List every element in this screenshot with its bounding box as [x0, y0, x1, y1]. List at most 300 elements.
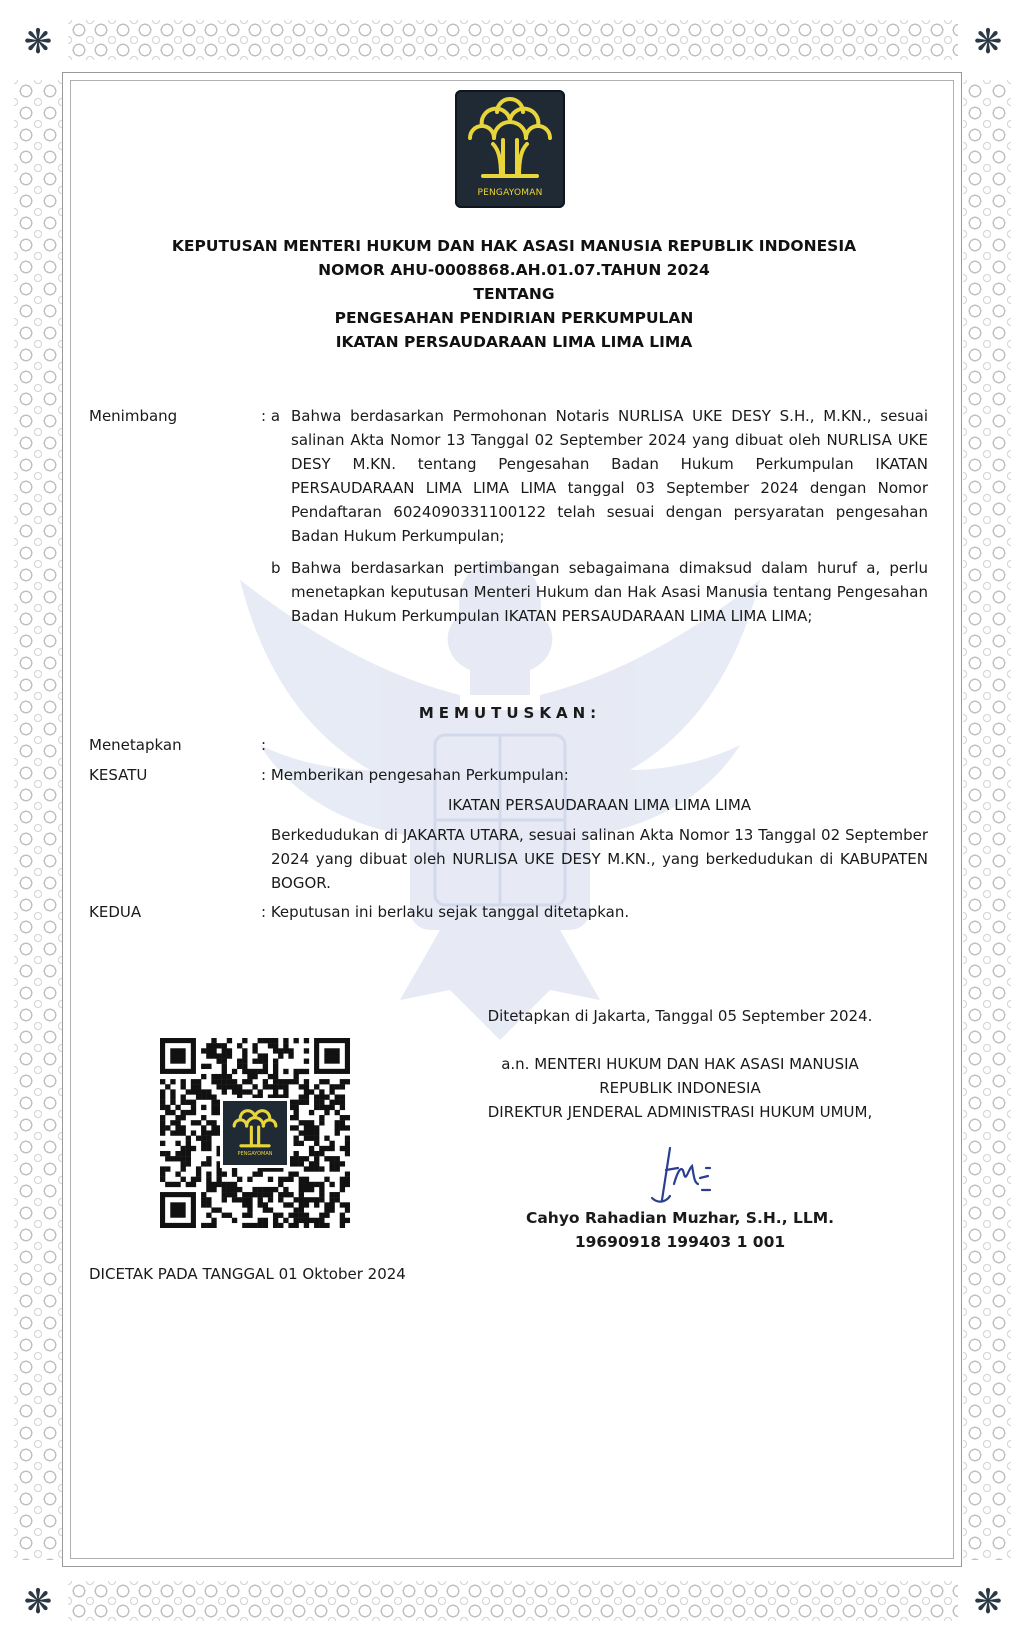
qr-module [309, 1151, 314, 1156]
qr-module [319, 1115, 324, 1120]
ornament-border-left [14, 80, 62, 1560]
qr-module [206, 1182, 211, 1187]
qr-module [319, 1089, 324, 1094]
qr-module [268, 1192, 273, 1197]
qr-module [319, 1197, 324, 1202]
qr-module [252, 1048, 257, 1053]
qr-module [314, 1197, 319, 1202]
qr-module [335, 1084, 340, 1089]
qr-module [237, 1177, 242, 1182]
qr-module [222, 1064, 227, 1069]
qr-module [283, 1202, 288, 1207]
qr-module [211, 1120, 216, 1125]
qr-module [299, 1207, 304, 1212]
qr-module [309, 1136, 314, 1141]
qr-module [294, 1223, 299, 1228]
qr-module [294, 1197, 299, 1202]
qr-module [222, 1069, 227, 1074]
qr-module [181, 1156, 186, 1161]
qr-module [201, 1146, 206, 1151]
qr-module [340, 1100, 345, 1105]
qr-module [314, 1161, 319, 1166]
qr-module [222, 1079, 227, 1084]
qr-module [304, 1120, 309, 1125]
signatory-nip: 19690918 199403 1 001 [574, 1233, 786, 1251]
qr-module [345, 1141, 350, 1146]
qr-module [314, 1105, 319, 1110]
qr-module [206, 1141, 211, 1146]
qr-module [273, 1089, 278, 1094]
qr-module [191, 1079, 196, 1084]
qr-module [299, 1120, 304, 1125]
qr-module [211, 1038, 216, 1043]
kesatu-label: KESATU [89, 766, 148, 784]
qr-module [294, 1136, 299, 1141]
qr-module [191, 1146, 196, 1151]
qr-module [232, 1069, 237, 1074]
qr-module [242, 1038, 247, 1043]
qr-module [299, 1130, 304, 1135]
qr-module [252, 1069, 257, 1074]
corner-ornament-icon: ❋ [23, 22, 53, 62]
qr-module [299, 1197, 304, 1202]
qr-module [170, 1156, 175, 1161]
qr-module [319, 1218, 324, 1223]
qr-module [206, 1064, 211, 1069]
qr-module [324, 1094, 329, 1099]
qr-module [201, 1115, 206, 1120]
qr-module [206, 1053, 211, 1058]
qr-module [335, 1166, 340, 1171]
qr-module [304, 1166, 309, 1171]
qr-module [201, 1074, 206, 1079]
qr-module [314, 1100, 319, 1105]
qr-module [309, 1125, 314, 1130]
qr-module [160, 1141, 165, 1146]
qr-module [263, 1053, 268, 1058]
qr-module [211, 1110, 216, 1115]
qr-module [258, 1202, 263, 1207]
qr-module [294, 1141, 299, 1146]
qr-module [273, 1059, 278, 1064]
qr-module [186, 1182, 191, 1187]
qr-module [294, 1218, 299, 1223]
qr-module [206, 1161, 211, 1166]
signature-line-1: a.n. MENTERI HUKUM DAN HAK ASASI MANUSIA [501, 1055, 859, 1073]
qr-module [252, 1059, 257, 1064]
qr-module [345, 1202, 350, 1207]
qr-module [247, 1223, 252, 1228]
qr-module [252, 1187, 257, 1192]
qr-module [263, 1084, 268, 1089]
qr-module [211, 1207, 216, 1212]
qr-module [319, 1151, 324, 1156]
qr-module [309, 1120, 314, 1125]
qr-module [294, 1151, 299, 1156]
qr-module [329, 1161, 334, 1166]
qr-module [222, 1053, 227, 1058]
qr-module [232, 1187, 237, 1192]
qr-module [237, 1089, 242, 1094]
qr-module [309, 1197, 314, 1202]
title-line: KEPUTUSAN MENTERI HUKUM DAN HAK ASASI MANUSIA REPUBLIK INDONESIA [171, 237, 857, 255]
qr-module [329, 1100, 334, 1105]
qr-module [278, 1192, 283, 1197]
qr-module [252, 1172, 257, 1177]
kesatu-text: : Memberikan pengesahan Perkumpulan: [261, 766, 569, 784]
qr-module [340, 1182, 345, 1187]
qr-module [252, 1084, 257, 1089]
qr-module [299, 1084, 304, 1089]
qr-module [175, 1182, 180, 1187]
qr-module [206, 1177, 211, 1182]
qr-module [273, 1048, 278, 1053]
qr-module [242, 1059, 247, 1064]
qr-module [160, 1115, 165, 1120]
qr-module [206, 1197, 211, 1202]
qr-module [211, 1053, 216, 1058]
qr-module [345, 1172, 350, 1177]
qr-module [340, 1213, 345, 1218]
qr-module [165, 1182, 170, 1187]
qr-module [294, 1105, 299, 1110]
qr-module [324, 1207, 329, 1212]
qr-module [206, 1223, 211, 1228]
qr-module [216, 1177, 221, 1182]
qr-module [329, 1084, 334, 1089]
qr-module [304, 1182, 309, 1187]
qr-module [314, 1182, 319, 1187]
qr-module [304, 1059, 309, 1064]
qr-module [211, 1048, 216, 1053]
title-line: NOMOR AHU-0008868.AH.01.07.TAHUN 2024 [318, 261, 710, 279]
qr-module [181, 1166, 186, 1171]
qr-module [211, 1094, 216, 1099]
qr-module [345, 1146, 350, 1151]
qr-module [181, 1130, 186, 1135]
qr-module [340, 1084, 345, 1089]
qr-module [160, 1177, 165, 1182]
qr-module [319, 1146, 324, 1151]
qr-module [201, 1089, 206, 1094]
qr-module [278, 1079, 283, 1084]
qr-module [237, 1064, 242, 1069]
qr-module [160, 1120, 165, 1125]
qr-module [186, 1156, 191, 1161]
qr-module [222, 1213, 227, 1218]
qr-module [242, 1064, 247, 1069]
qr-module [175, 1105, 180, 1110]
qr-module [299, 1192, 304, 1197]
qr-module [186, 1146, 191, 1151]
qr-module [191, 1105, 196, 1110]
qr-module [324, 1202, 329, 1207]
qr-module [191, 1130, 196, 1135]
qr-module [206, 1187, 211, 1192]
qr-module [278, 1213, 283, 1218]
qr-logo-caption: PENGAYOMAN [237, 1151, 273, 1157]
qr-module [304, 1130, 309, 1135]
qr-module [227, 1182, 232, 1187]
qr-module [304, 1100, 309, 1105]
qr-module [252, 1074, 257, 1079]
qr-module [232, 1089, 237, 1094]
qr-module [314, 1223, 319, 1228]
qr-module [278, 1177, 283, 1182]
qr-module [340, 1125, 345, 1130]
qr-module [186, 1110, 191, 1115]
ornament-border-top [68, 20, 958, 60]
qr-module [181, 1094, 186, 1099]
qr-module [242, 1223, 247, 1228]
qr-module [319, 1094, 324, 1099]
qr-module [273, 1079, 278, 1084]
qr-module [329, 1166, 334, 1171]
qr-module [175, 1115, 180, 1120]
qr-module [196, 1172, 201, 1177]
qr-module [201, 1064, 206, 1069]
qr-module [211, 1125, 216, 1130]
qr-module [273, 1038, 278, 1043]
qr-module [319, 1120, 324, 1125]
qr-module [181, 1115, 186, 1120]
signature-line-3: DIREKTUR JENDERAL ADMINISTRASI HUKUM UMUM, [487, 1103, 873, 1121]
qr-module [258, 1089, 263, 1094]
qr-module [196, 1166, 201, 1171]
qr-module [181, 1079, 186, 1084]
qr-module [324, 1079, 329, 1084]
qr-module [309, 1089, 314, 1094]
qr-module [170, 1182, 175, 1187]
qr-module [222, 1182, 227, 1187]
qr-module [191, 1089, 196, 1094]
pengayoman-logo [455, 90, 565, 208]
qr-module [294, 1161, 299, 1166]
qr-module [340, 1177, 345, 1182]
qr-module [206, 1172, 211, 1177]
qr-module [340, 1105, 345, 1110]
qr-module [201, 1223, 206, 1228]
qr-module [175, 1156, 180, 1161]
qr-module [283, 1084, 288, 1089]
qr-module [294, 1100, 299, 1105]
qr-module [288, 1053, 293, 1058]
qr-module [345, 1115, 350, 1120]
qr-module [247, 1079, 252, 1084]
qr-module [242, 1192, 247, 1197]
qr-module [299, 1069, 304, 1074]
title-line: TENTANG [473, 285, 555, 303]
qr-module [247, 1074, 252, 1079]
qr-module [222, 1048, 227, 1053]
qr-module [247, 1197, 252, 1202]
qr-module [222, 1172, 227, 1177]
qr-module [206, 1089, 211, 1094]
qr-module [165, 1156, 170, 1161]
signature-place-date: Ditetapkan di Jakarta, Tanggal 05 September 2024. [487, 1007, 873, 1025]
qr-module [227, 1192, 232, 1197]
qr-module [299, 1177, 304, 1182]
qr-module [216, 1084, 221, 1089]
qr-module [196, 1079, 201, 1084]
qr-module [206, 1048, 211, 1053]
ornament-border-bottom [68, 1581, 958, 1621]
qr-module [304, 1156, 309, 1161]
qr-module [196, 1120, 201, 1125]
qr-module [211, 1130, 216, 1135]
qr-module [160, 1105, 165, 1110]
qr-module [335, 1100, 340, 1105]
qr-module [294, 1207, 299, 1212]
qr-module [273, 1223, 278, 1228]
qr-module [335, 1130, 340, 1135]
qr-module [329, 1089, 334, 1094]
qr-module [201, 1094, 206, 1099]
qr-module [227, 1038, 232, 1043]
qr-module [304, 1218, 309, 1223]
qr-module [319, 1213, 324, 1218]
qr-module [278, 1084, 283, 1089]
qr-module [247, 1213, 252, 1218]
qr-module [216, 1043, 221, 1048]
qr-module [309, 1161, 314, 1166]
qr-module [329, 1192, 334, 1197]
qr-module [314, 1130, 319, 1135]
qr-module [175, 1130, 180, 1135]
qr-module [335, 1120, 340, 1125]
qr-module [258, 1187, 263, 1192]
qr-module [314, 1125, 319, 1130]
qr-module [304, 1125, 309, 1130]
qr-module [181, 1177, 186, 1182]
qr-module [170, 1100, 175, 1105]
qr-module [268, 1187, 273, 1192]
qr-module [191, 1084, 196, 1089]
qr-module [314, 1136, 319, 1141]
qr-module [329, 1105, 334, 1110]
qr-module [335, 1110, 340, 1115]
qr-module [175, 1151, 180, 1156]
memutuskan-heading: MEMUTUSKAN: [418, 704, 602, 722]
qr-module [340, 1146, 345, 1151]
qr-module [299, 1182, 304, 1187]
qr-module [206, 1213, 211, 1218]
qr-module [160, 1130, 165, 1135]
qr-module [232, 1182, 237, 1187]
qr-module [294, 1074, 299, 1079]
qr-module [201, 1161, 206, 1166]
qr-module [206, 1136, 211, 1141]
qr-module [170, 1079, 175, 1084]
qr-module [294, 1213, 299, 1218]
qr-module [170, 1094, 175, 1099]
qr-module [181, 1125, 186, 1130]
qr-module [211, 1100, 216, 1105]
qr-module [288, 1048, 293, 1053]
qr-module [252, 1043, 257, 1048]
qr-module [191, 1120, 196, 1125]
qr-module [258, 1053, 263, 1058]
printed-date: DICETAK PADA TANGGAL 01 Oktober 2024 [89, 1265, 406, 1283]
qr-module [263, 1223, 268, 1228]
qr-module [268, 1038, 273, 1043]
qr-module [329, 1197, 334, 1202]
qr-module [258, 1069, 263, 1074]
qr-module [232, 1079, 237, 1084]
qr-module [165, 1110, 170, 1115]
qr-module [314, 1156, 319, 1161]
qr-module [304, 1048, 309, 1053]
qr-module [294, 1079, 299, 1084]
handwritten-signature-icon [648, 1140, 720, 1210]
qr-module [160, 1094, 165, 1099]
qr-module [227, 1084, 232, 1089]
qr-module [191, 1177, 196, 1182]
qr-module [304, 1038, 309, 1043]
qr-module [299, 1187, 304, 1192]
qr-module [294, 1172, 299, 1177]
qr-module [309, 1130, 314, 1135]
qr-module [324, 1223, 329, 1228]
qr-module [181, 1110, 186, 1115]
qr-module [191, 1110, 196, 1115]
qr-module [283, 1177, 288, 1182]
qr-module [283, 1089, 288, 1094]
qr-module [222, 1059, 227, 1064]
qr-module [324, 1105, 329, 1110]
qr-module [319, 1182, 324, 1187]
corner-ornament-icon: ❋ [973, 1582, 1003, 1622]
qr-module [211, 1079, 216, 1084]
qr-module [175, 1125, 180, 1130]
qr-module [160, 1172, 165, 1177]
ornament-border-right [963, 80, 1011, 1560]
qr-module [216, 1074, 221, 1079]
qr-module [201, 1192, 206, 1197]
qr-module [324, 1136, 329, 1141]
qr-module [181, 1151, 186, 1156]
qr-module [304, 1177, 309, 1182]
corner-ornament-icon: ❋ [23, 1582, 53, 1622]
qr-module [196, 1177, 201, 1182]
qr-module [181, 1100, 186, 1105]
qr-module [242, 1213, 247, 1218]
qr-module [273, 1043, 278, 1048]
qr-module [227, 1053, 232, 1058]
qr-module [216, 1053, 221, 1058]
qr-module [345, 1125, 350, 1130]
qr-module [340, 1223, 345, 1228]
menimbang-text-a: Bahwa berdasarkan Permohonan Notaris NURLISA UKE DESY S.H., M.KN., sesuai salinan Akta Nomor 13 Tanggal 02 September 2024 yang dibuat oleh NURLISA UKE DESY M.KN. tentang Pengesahan Badan Hukum Perkumpulan IKATAN PERSAUDARAAN LIMA LIMA LIMA tanggal 03 September 2024 dengan Nomor Pendaftaran 6024090331100122 telah sesuai dengan persyaratan pengesahan Badan Hukum Perkumpulan; [291, 407, 928, 545]
qr-module [247, 1177, 252, 1182]
qr-module [324, 1146, 329, 1151]
qr-module [247, 1202, 252, 1207]
qr-module [206, 1120, 211, 1125]
qr-module [273, 1213, 278, 1218]
qr-module [186, 1136, 191, 1141]
qr-module [309, 1187, 314, 1192]
qr-module [263, 1079, 268, 1084]
qr-module [170, 1202, 185, 1217]
qr-module [206, 1202, 211, 1207]
pengayoman-tree-icon [455, 90, 565, 186]
qr-module [304, 1187, 309, 1192]
qr-module [340, 1161, 345, 1166]
menetapkan-colon: : [261, 736, 267, 754]
qr-module [329, 1141, 334, 1146]
menetapkan-label: Menetapkan [89, 736, 182, 754]
qr-module [227, 1213, 232, 1218]
